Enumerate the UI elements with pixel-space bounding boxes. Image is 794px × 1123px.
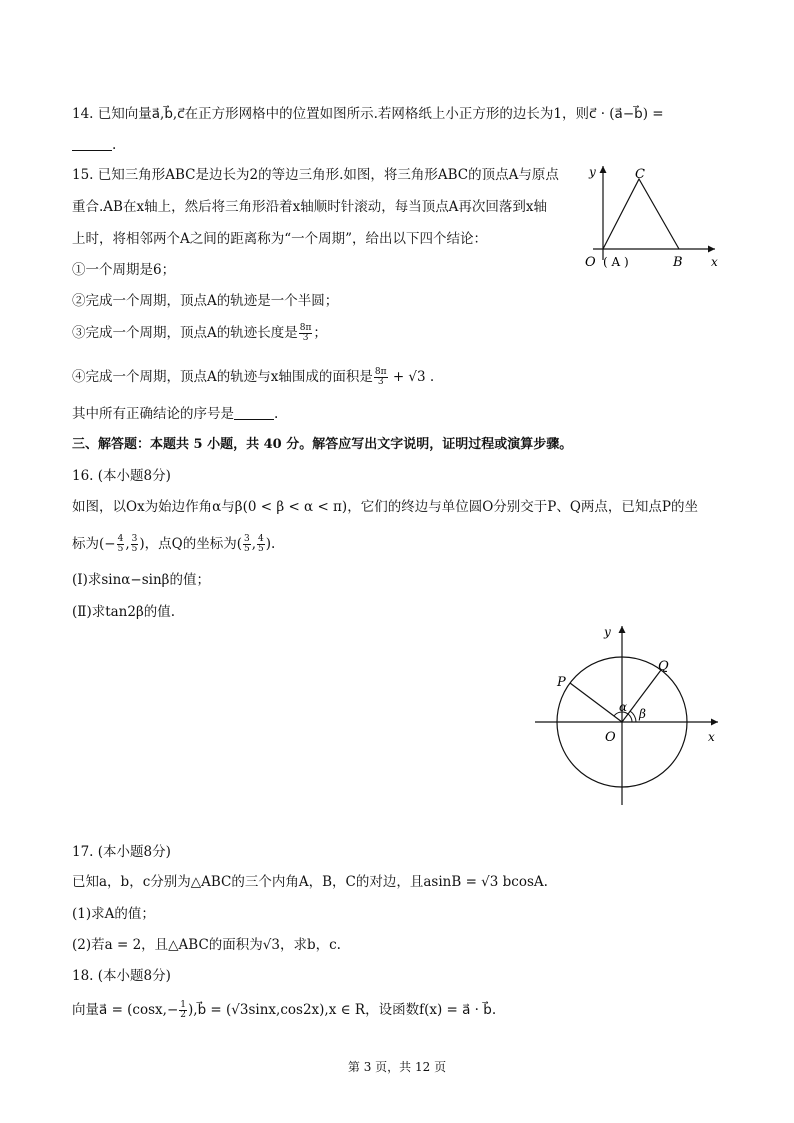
q17-part-2: (2)若a = 2，且△ABC的面积为√3，求b，c. xyxy=(72,937,341,953)
answer-blank xyxy=(72,136,112,151)
q16-head: 16. (本小题8分) xyxy=(72,468,171,484)
q15-triangle-figure xyxy=(575,160,730,275)
label-o: O xyxy=(605,730,616,745)
label-x: x xyxy=(711,255,718,269)
q15-conclusion-3: ③完成一个周期，顶点A的轨迹长度是 $\frac{8\pi}{3}$ ； xyxy=(72,323,327,343)
q15-ask: 其中所有正确结论的序号是 . xyxy=(72,406,279,422)
label-x: x xyxy=(708,730,715,744)
q17-head: 17. (本小题8分) xyxy=(72,844,171,860)
q14-line1: 14. 已知向量a⃗,b⃗,c⃗在正方形网格中的位置如图所示.若网格纸上小正方形的边长为1，则c⃗ · (a⃗−b⃗) = xyxy=(72,106,664,122)
q16-unit-circle-figure xyxy=(530,620,730,810)
label-c: C xyxy=(635,167,645,182)
label-alpha: α xyxy=(619,700,628,714)
triangle-abc xyxy=(603,179,679,249)
fraction: $\frac{3}{5}$ xyxy=(243,534,250,554)
label-p: P xyxy=(557,675,566,690)
q14-line2: . xyxy=(72,135,116,155)
label-q: Q xyxy=(658,659,669,674)
fraction: $\frac{4}{5}$ xyxy=(258,534,264,554)
label-y: y xyxy=(604,625,611,639)
section-3-header: 三、解答题：本题共 5 小题，共 40 分。解答应写出文字说明，证明过程或演算步骤。 xyxy=(72,437,573,452)
label-beta: β xyxy=(639,707,646,721)
fraction: $\frac{8\pi}{3}$ xyxy=(299,323,312,343)
fraction: $\frac{4}{5}$ xyxy=(117,534,124,554)
q15-conclusion-4: ④完成一个周期，顶点A的轨迹与x轴围成的面积是 $\frac{8\pi}{3}$ + √3 . xyxy=(72,367,435,387)
page-footer: 第 3 页，共 12 页 xyxy=(347,1060,447,1074)
q15-line2: 重合.AB在x轴上，然后将三角形沿着x轴顺时针滚动，每当顶点A再次回落到x轴 xyxy=(72,199,548,215)
label-a: ( A ) xyxy=(603,255,629,269)
q16-line2: 标为(− $\frac{4}{5}$ , $\frac{3}{5}$ )，点Q的坐标为( $\frac{3}{5}$ , $\frac{4}{5}$ ). xyxy=(72,534,276,554)
q17-line1: 已知a，b，c分别为△ABC的三个内角A，B，C的对边，且asinB = √3 bcosA. xyxy=(72,874,548,890)
q15-line3: 上时，将相邻两个A之间的距离称为“一个周期”，给出以下四个结论： xyxy=(72,231,488,247)
q15-conclusion-1: ①一个周期是6； xyxy=(72,262,176,278)
fraction: $\frac{3}{5}$ xyxy=(131,534,138,554)
label-y: y xyxy=(589,165,596,179)
q16-part-2: (Ⅱ)求tan2β的值. xyxy=(72,604,176,620)
q15-conclusion-2: ②完成一个周期，顶点A的轨迹是一个半圆； xyxy=(72,293,339,309)
label-b: B xyxy=(673,255,683,270)
label-o: O xyxy=(585,255,596,270)
q18-line1: 向量a⃗ = (cosx,− $\frac{1}{2}$ ),b⃗ = (√3sinx,cos2x),x ∈ R，设函数f(x) = a⃗ · b⃗. xyxy=(72,1000,497,1020)
answer-blank xyxy=(234,405,274,420)
q17-part-1: (1)求A的值； xyxy=(72,906,155,922)
fraction: $\frac{8\pi}{3}$ xyxy=(374,367,387,387)
fraction: $\frac{1}{2}$ xyxy=(180,1000,187,1020)
q18-head: 18. (本小题8分) xyxy=(72,968,171,984)
q15-line1: 15. 已知三角形ABC是边长为2的等边三角形.如图，将三角形ABC的顶点A与原点 xyxy=(72,167,559,183)
q16-line1: 如图，以Ox为始边作角α与β(0 < β < α < π)，它们的终边与单位圆O分别交于P、Q两点，已知点P的坐 xyxy=(72,499,699,515)
ray-op xyxy=(570,683,622,722)
q16-part-1: (Ⅰ)求sinα−sinβ的值； xyxy=(72,572,210,588)
